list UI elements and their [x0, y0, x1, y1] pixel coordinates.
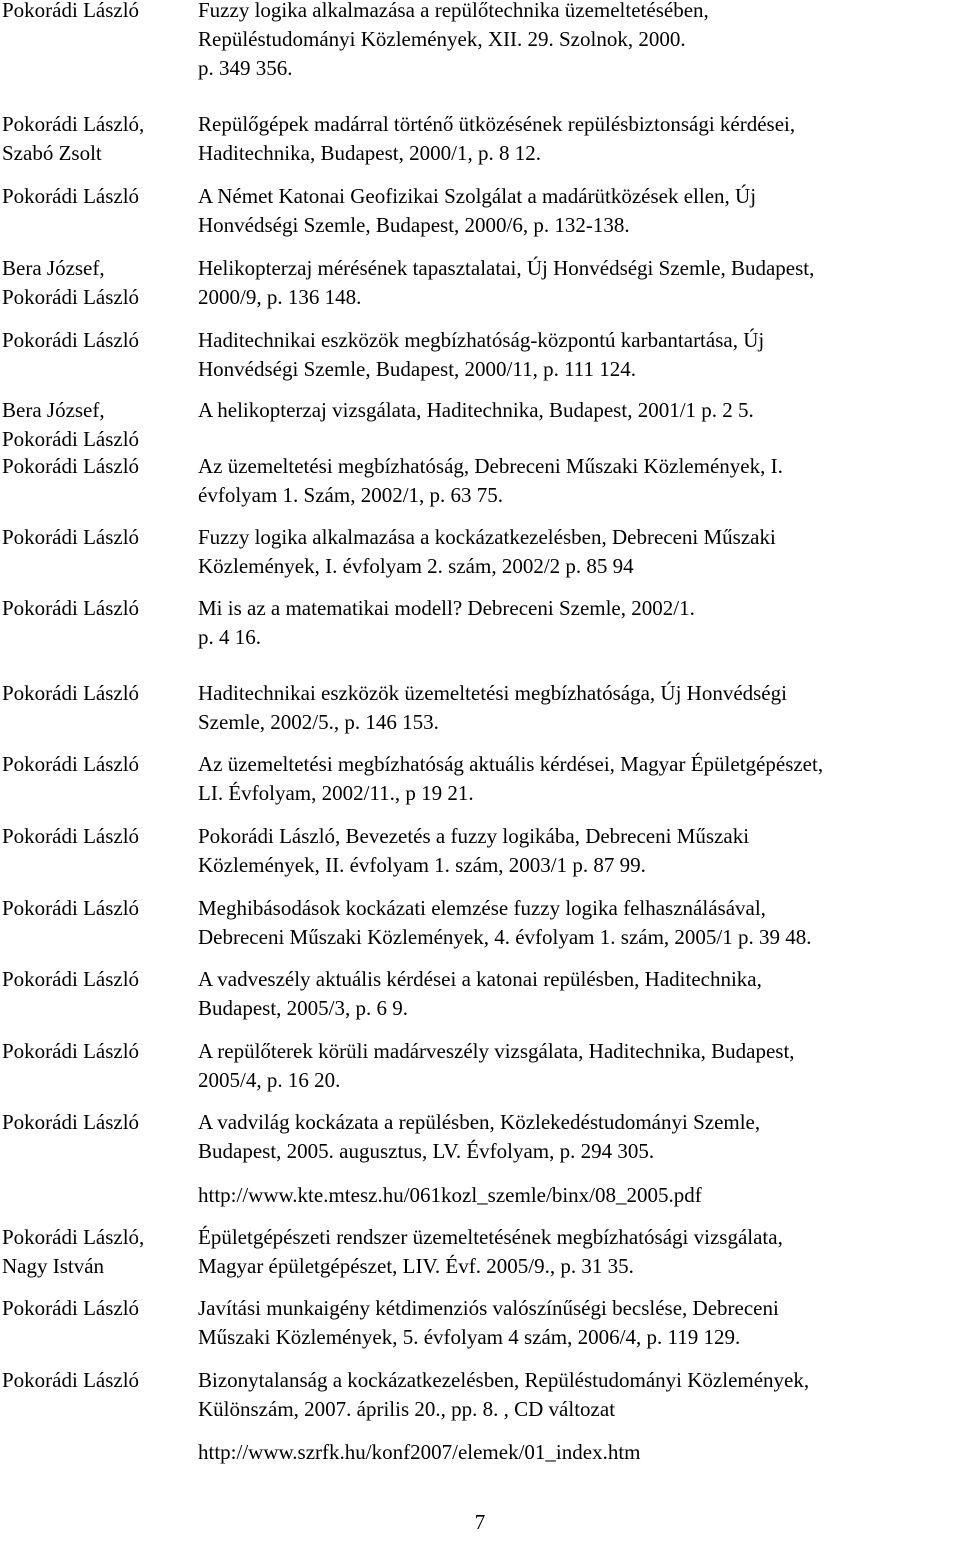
entry-title: Épületgépészeti rendszer üzemeltetésének megbízhatósági vizsgálata, Magyar épületgépészet, LIV. Évf. 2005/9., p. 31 35.: [198, 1225, 783, 1278]
entry-title: A helikopterzaj vizsgálata, Haditechnika, Budapest, 2001/1 p. 2 5.: [198, 398, 754, 422]
entry-author: Pokorádi László: [2, 596, 140, 620]
entry-title: Helikopterzaj mérésének tapasztalatai, Új Honvédségi Szemle, Budapest, 2000/9, p. 136 148.: [198, 256, 815, 309]
entry-author: Pokorádi László: [2, 967, 140, 991]
entry-title: Meghibásodások kockázati elemzése fuzzy logika felhasználásával, Debreceni Műszaki Közlemények, 4. évfolyam 1. szám, 2005/1 p. 39 48.: [198, 896, 812, 949]
entry-author: Pokorádi László: [2, 525, 140, 549]
entry-author: Pokorádi László: [2, 1368, 140, 1392]
entry-title: Fuzzy logika alkalmazása a kockázatkezelésben, Debreceni Műszaki Közlemények, I. évfolyam 2. szám, 2002/2 p. 85 94: [198, 525, 776, 578]
entry-author: Bera József, Pokorádi László: [2, 256, 140, 309]
entry-author: Bera József, Pokorádi László: [2, 398, 140, 451]
entry-author: Pokorádi László: [2, 184, 140, 208]
entry-author: Pokorádi László: [2, 0, 140, 22]
entry-title: Az üzemeltetési megbízhatóság, Debreceni Műszaki Közlemények, I. évfolyam 1. Szám, 2002/1, p. 63 75.: [198, 454, 783, 507]
entry-author: Pokorádi László: [2, 1039, 140, 1063]
entry-title: Fuzzy logika alkalmazása a repülőtechnika üzemeltetésében, Repüléstudományi Közlemények, XII. 29. Szolnok, 2000. p. 349 356.: [198, 0, 709, 80]
entry-author: Pokorádi László: [2, 454, 140, 478]
entry-title: Bizonytalanság a kockázatkezelésben, Repüléstudományi Közlemények, Különszám, 2007. április 20., pp. 8. , CD változat: [198, 1368, 810, 1421]
entry-author: Pokorádi László: [2, 328, 140, 352]
entry-author: Pokorádi László: [2, 681, 140, 705]
entry-title: A vadveszély aktuális kérdései a katonai repülésben, Haditechnika, Budapest, 2005/3, p. 6 9.: [198, 967, 762, 1020]
entry-author: Pokorádi László: [2, 896, 140, 920]
entry-author: Pokorádi László, Nagy István: [2, 1225, 145, 1278]
entry-url[interactable]: http://www.kte.mtesz.hu/061kozl_szemle/binx/08_2005.pdf: [198, 1183, 702, 1207]
entry-author: Pokorádi László: [2, 824, 140, 848]
entry-title: A vadvilág kockázata a repülésben, Közlekedéstudományi Szemle, Budapest, 2005. augusztus, LV. Évfolyam, p. 294 305.: [198, 1110, 761, 1163]
entry-title: Pokorádi László, Bevezetés a fuzzy logikába, Debreceni Műszaki Közlemények, II. évfolyam 1. szám, 2003/1 p. 87 99.: [198, 824, 750, 877]
entry-title: Repülőgépek madárral történő ütközésének repülésbiztonsági kérdései, Haditechnika, Budapest, 2000/1, p. 8 12.: [198, 112, 796, 165]
entry-author: Pokorádi László: [2, 1296, 140, 1320]
entry-title: Javítási munkaigény kétdimenziós valószínűségi becslése, Debreceni Műszaki Közlemények, 5. évfolyam 4 szám, 2006/4, p. 119 129.: [198, 1296, 779, 1349]
entry-title: A Német Katonai Geofizikai Szolgálat a madárütközések ellen, Új Honvédségi Szemle, Budapest, 2000/6, p. 132-138.: [198, 184, 757, 237]
entry-title: Mi is az a matematikai modell? Debreceni Szemle, 2002/1. p. 4 16.: [198, 596, 695, 649]
entry-author: Pokorádi László: [2, 752, 140, 776]
entry-author: Pokorádi László: [2, 1110, 140, 1134]
entry-title: A repülőterek körüli madárveszély vizsgálata, Haditechnika, Budapest, 2005/4, p. 16 20.: [198, 1039, 795, 1092]
entry-title: Haditechnikai eszközök megbízhatóság-központú karbantartása, Új Honvédségi Szemle, Budapest, 2000/11, p. 111 124.: [198, 328, 765, 381]
entry-author: Pokorádi László, Szabó Zsolt: [2, 112, 145, 165]
entry-title: Az üzemeltetési megbízhatóság aktuális kérdései, Magyar Épületgépészet, LI. Évfolyam, 2002/11., p 19 21.: [198, 752, 824, 805]
page-number: 7: [474, 1510, 486, 1534]
entry-url[interactable]: http://www.szrfk.hu/konf2007/elemek/01_index.htm: [198, 1440, 641, 1464]
entry-title: Haditechnikai eszközök üzemeltetési megbízhatósága, Új Honvédségi Szemle, 2002/5., p. 146 153.: [198, 681, 787, 734]
